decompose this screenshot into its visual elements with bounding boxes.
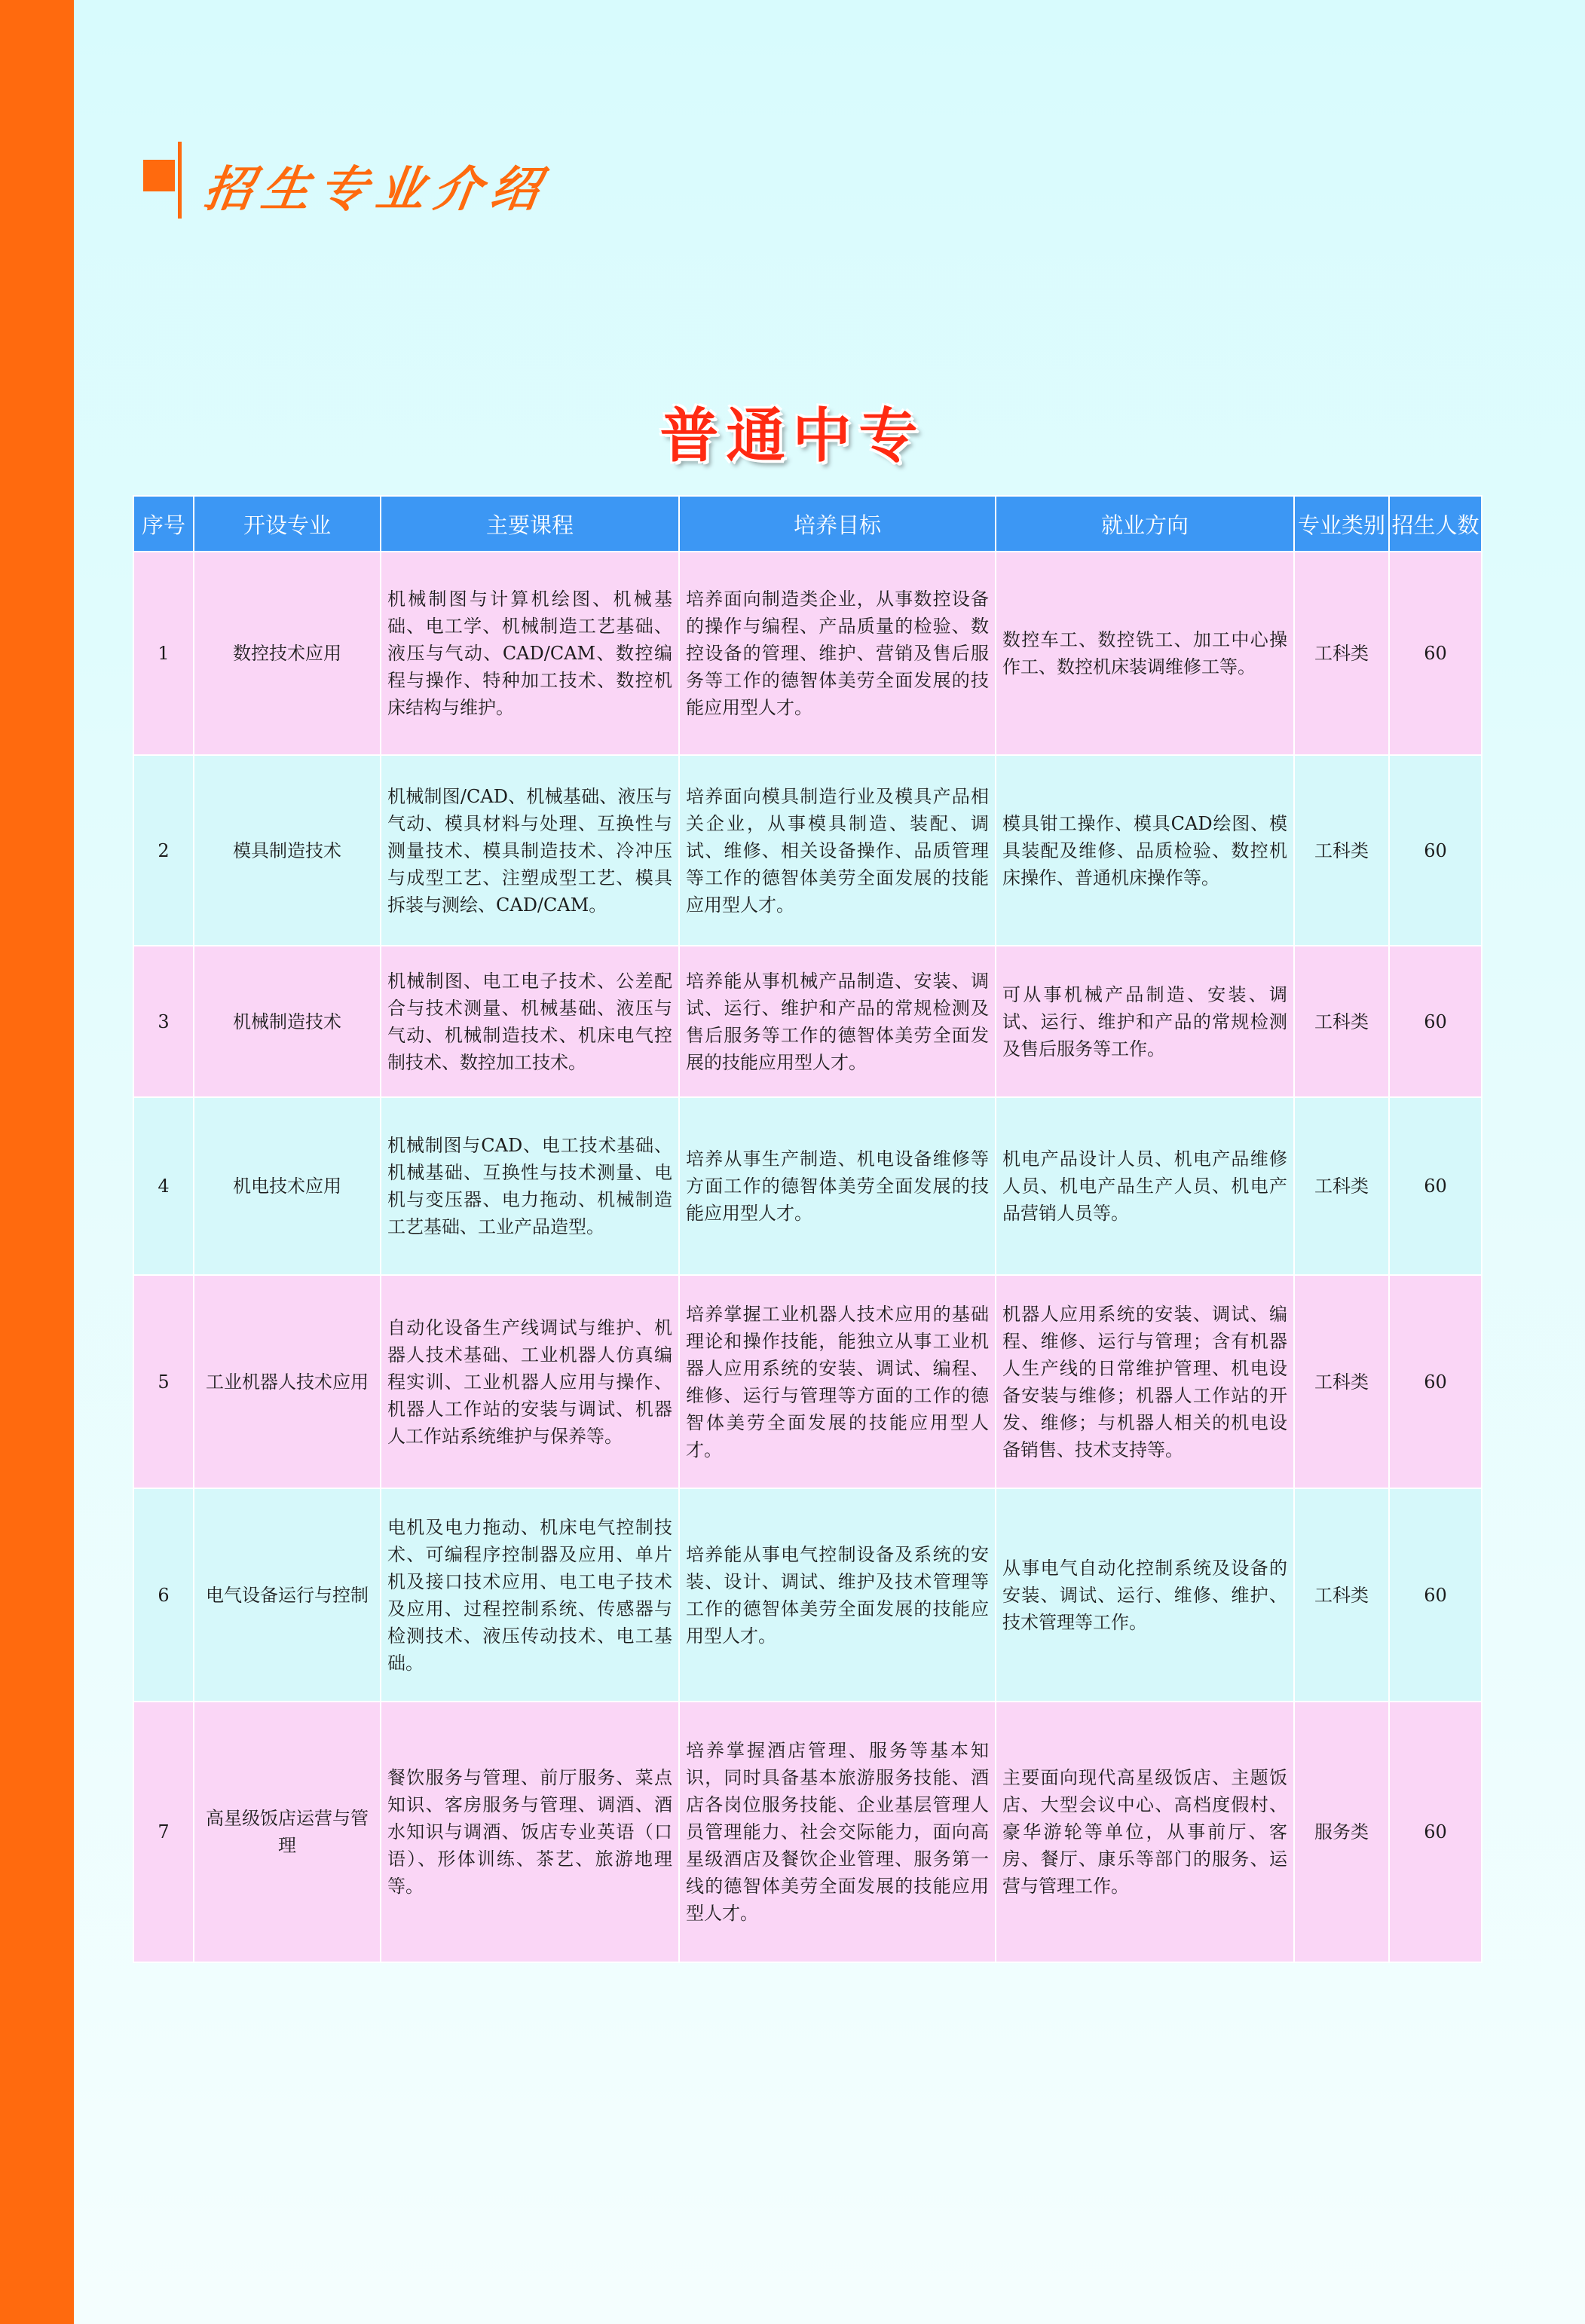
row-number: 2 <box>133 755 194 946</box>
table-row <box>133 1275 1482 1488</box>
major-goal: 培养掌握工业机器人技术应用的基础理论和操作技能，能独立从事工业机器人应用系统的安装、调试、编程、维修、运行与管理等方面的工作的德智体美劳全面发展的技能应用型人才。 <box>679 1275 996 1488</box>
row-number: 4 <box>133 1097 194 1275</box>
table-header-row <box>133 496 1482 552</box>
column-header-career: 就业方向 <box>996 496 1294 552</box>
major-category: 工科类 <box>1294 755 1389 946</box>
major-category: 工科类 <box>1294 552 1389 755</box>
column-header-category: 专业类别 <box>1294 496 1389 552</box>
major-quota: 60 <box>1389 552 1482 755</box>
table-row <box>133 1488 1482 1702</box>
major-courses: 机械制图与计算机绘图、机械基础、电工学、机械制造工艺基础、液压与气动、CAD/CAM、数控编程与操作、特种加工技术、数控机床结构与维护。 <box>381 552 679 755</box>
major-name: 机械制造技术 <box>194 946 381 1097</box>
section-title: 普通中专 <box>659 402 926 470</box>
column-header-no: 序号 <box>133 496 194 552</box>
major-career: 可从事机械产品制造、安装、调试、运行、维护和产品的常规检测及售后服务等工作。 <box>996 946 1294 1097</box>
major-courses: 机械制图与CAD、电工技术基础、机械基础、互换性与技术测量、电机与变压器、电力拖动、机械制造工艺基础、工业产品造型。 <box>381 1097 679 1275</box>
header-square-marker <box>143 160 175 191</box>
major-name: 数控技术应用 <box>194 552 381 755</box>
major-courses: 电机及电力拖动、机床电气控制技术、可编程序控制器及应用、单片机及接口技术应用、电工电子技术及应用、过程控制系统、传感器与检测技术、液压传动技术、电工基础。 <box>381 1488 679 1702</box>
major-career: 主要面向现代高星级饭店、主题饭店、大型会议中心、高档度假村、豪华游轮等单位，从事前厅、客房、餐厅、康乐等部门的服务、运营与管理工作。 <box>996 1702 1294 1962</box>
major-category: 工科类 <box>1294 1488 1389 1702</box>
major-quota: 60 <box>1389 1097 1482 1275</box>
major-goal: 培养面向制造类企业，从事数控设备的操作与编程、产品质量的检验、数控设备的管理、维护、营销及售后服务等工作的德智体美劳全面发展的技能应用型人才。 <box>679 552 996 755</box>
column-header-major: 开设专业 <box>194 496 381 552</box>
major-category: 服务类 <box>1294 1702 1389 1962</box>
major-category: 工科类 <box>1294 946 1389 1097</box>
major-career: 机器人应用系统的安装、调试、编程、维修、运行与管理；含有机器人生产线的日常维护管理、机电设备安装与维修；机器人工作站的开发、维修；与机器人相关的机电设备销售、技术支持等。 <box>996 1275 1294 1488</box>
major-quota: 60 <box>1389 755 1482 946</box>
major-goal: 培养从事生产制造、机电设备维修等方面工作的德智体美劳全面发展的技能应用型人才。 <box>679 1097 996 1275</box>
row-number: 1 <box>133 552 194 755</box>
major-courses: 自动化设备生产线调试与维护、机器人技术基础、工业机器人仿真编程实训、工业机器人应用与操作、机器人工作站的安装与调试、机器人工作站系统维护与保养等。 <box>381 1275 679 1488</box>
column-header-courses: 主要课程 <box>381 496 679 552</box>
major-quota: 60 <box>1389 1275 1482 1488</box>
major-quota: 60 <box>1389 946 1482 1097</box>
row-number: 5 <box>133 1275 194 1488</box>
majors-table <box>133 495 1482 1963</box>
major-career: 模具钳工操作、模具CAD绘图、模具装配及维修、品质检验、数控机床操作、普通机床操作等。 <box>996 755 1294 946</box>
major-name: 高星级饭店运营与管理 <box>194 1702 381 1962</box>
side-bar <box>0 0 74 2324</box>
row-number: 6 <box>133 1488 194 1702</box>
major-name: 模具制造技术 <box>194 755 381 946</box>
major-name: 电气设备运行与控制 <box>194 1488 381 1702</box>
column-header-goal: 培养目标 <box>679 496 996 552</box>
major-goal: 培养能从事机械产品制造、安装、调试、运行、维护和产品的常规检测及售后服务等工作的德智体美劳全面发展的技能应用型人才。 <box>679 946 996 1097</box>
major-category: 工科类 <box>1294 1097 1389 1275</box>
major-courses: 机械制图/CAD、机械基础、液压与气动、模具材料与处理、互换性与测量技术、模具制造技术、冷冲压与成型工艺、注塑成型工艺、模具拆装与测绘、CAD/CAM。 <box>381 755 679 946</box>
row-number: 7 <box>133 1702 194 1962</box>
column-header-quota: 招生人数 <box>1389 496 1482 552</box>
major-courses: 餐饮服务与管理、前厅服务、菜点知识、客房服务与管理、调酒、酒水知识与调酒、饭店专业英语（口语）、形体训练、茶艺、旅游地理等。 <box>381 1702 679 1962</box>
major-career: 从事电气自动化控制系统及设备的安装、调试、运行、维修、维护、技术管理等工作。 <box>996 1488 1294 1702</box>
major-career: 机电产品设计人员、机电产品维修人员、机电产品生产人员、机电产品营销人员等。 <box>996 1097 1294 1275</box>
major-goal: 培养面向模具制造行业及模具产品相关企业，从事模具制造、装配、调试、维修、相关设备操作、品质管理等工作的德智体美劳全面发展的技能应用型人才。 <box>679 755 996 946</box>
table-row <box>133 1702 1482 1962</box>
table-row <box>133 755 1482 946</box>
table-row <box>133 552 1482 755</box>
page-title: 招生专业介绍 <box>200 162 552 218</box>
major-courses: 机械制图、电工电子技术、公差配合与技术测量、机械基础、液压与气动、机械制造技术、机床电气控制技术、数控加工技术。 <box>381 946 679 1097</box>
major-name: 机电技术应用 <box>194 1097 381 1275</box>
major-goal: 培养掌握酒店管理、服务等基本知识，同时具备基本旅游服务技能、酒店各岗位服务技能、企业基层管理人员管理能力、社会交际能力，面向高星级酒店及餐饮企业管理、服务第一线的德智体美劳全面发展的技能应用型人才。 <box>679 1702 996 1962</box>
major-category: 工科类 <box>1294 1275 1389 1488</box>
major-quota: 60 <box>1389 1488 1482 1702</box>
header-divider-line <box>178 142 182 219</box>
major-career: 数控车工、数控铣工、加工中心操作工、数控机床装调维修工等。 <box>996 552 1294 755</box>
major-goal: 培养能从事电气控制设备及系统的安装、设计、调试、维护及技术管理等工作的德智体美劳全面发展的技能应用型人才。 <box>679 1488 996 1702</box>
row-number: 3 <box>133 946 194 1097</box>
table-row <box>133 1097 1482 1275</box>
major-name: 工业机器人技术应用 <box>194 1275 381 1488</box>
major-quota: 60 <box>1389 1702 1482 1962</box>
table-row <box>133 946 1482 1097</box>
